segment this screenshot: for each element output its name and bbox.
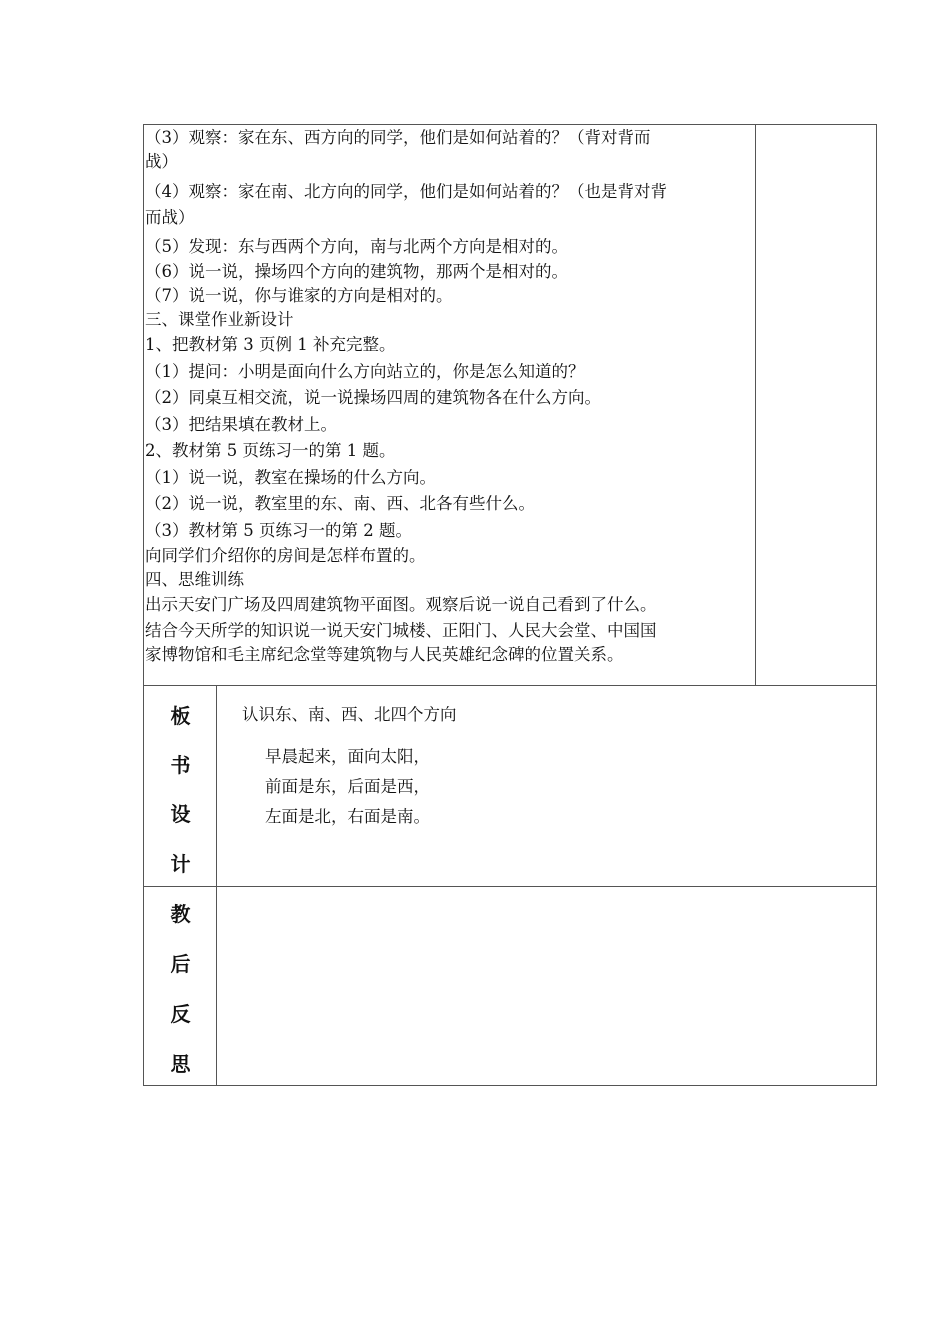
label-char: 设	[170, 802, 191, 826]
text-line: 向同学们介绍你的房间是怎样布置的。	[145, 546, 426, 565]
label-char: 后	[170, 952, 191, 976]
lesson-content-section	[143, 124, 877, 686]
reflection-section	[143, 886, 877, 1086]
text-line: 战）	[145, 152, 178, 171]
board-line: 左面是北，右面是南。	[265, 807, 430, 826]
board-title: 认识东、南、西、北四个方向	[242, 705, 457, 724]
board-design-section	[143, 686, 877, 887]
text-line: （1）提问：小明是面向什么方向站立的，你是怎么知道的？	[145, 361, 585, 381]
label-char: 板	[170, 704, 191, 728]
text-line: （3）把结果填在教材上。	[145, 414, 337, 434]
reflection-label	[144, 887, 217, 1085]
label-char: 计	[170, 852, 191, 876]
text-line: （2）说一说，教室里的东、南、西、北各有些什么。	[145, 494, 535, 513]
section-heading: 四、思维训练	[145, 570, 244, 589]
label-char: 教	[170, 902, 191, 926]
board-line: 前面是东，后面是西，	[265, 777, 430, 796]
text-line: （1）说一说，教室在操场的什么方向。	[145, 467, 436, 487]
text-line: 结合今天所学的知识说一说天安门城楼、正阳门、人民大会堂、中国国	[145, 620, 657, 640]
board-line: 早晨起来，面向太阳，	[265, 747, 430, 766]
text-line: 1、把教材第 3 页例 1 补充完整。	[145, 335, 396, 354]
label-char: 反	[170, 1002, 191, 1026]
label-char: 思	[170, 1052, 191, 1076]
text-line: 出示天安门广场及四周建筑物平面图。观察后说一说自己看到了什么。	[145, 595, 657, 614]
text-line: 而战）	[145, 207, 195, 227]
text-line: （2）同桌互相交流，说一说操场四周的建筑物各在什么方向。	[145, 388, 601, 407]
text-line: （4）观察：家在南、北方向的同学，他们是如何站着的？（也是背对背	[145, 182, 667, 201]
section-heading: 三、课堂作业新设计	[145, 310, 294, 329]
text-line: 2、教材第 5 页练习一的第 1 题。	[145, 441, 396, 460]
text-line: （7）说一说，你与谁家的方向是相对的。	[145, 286, 453, 305]
text-line: （6）说一说，操场四个方向的建筑物，那两个是相对的。	[145, 262, 568, 281]
column-divider	[755, 125, 756, 685]
text-line: （3）教材第 5 页练习一的第 2 题。	[145, 520, 412, 540]
text-line: （5）发现：东与西两个方向，南与北两个方向是相对的。	[145, 236, 568, 256]
text-line: 家博物馆和毛主席纪念堂等建筑物与人民英雄纪念碑的位置关系。	[145, 644, 624, 664]
lesson-text	[144, 126, 755, 667]
label-char: 书	[170, 753, 191, 777]
board-design-label	[144, 686, 217, 886]
text-line: （3）观察：家在东、西方向的同学，他们是如何站着的？（背对背而	[145, 128, 651, 147]
